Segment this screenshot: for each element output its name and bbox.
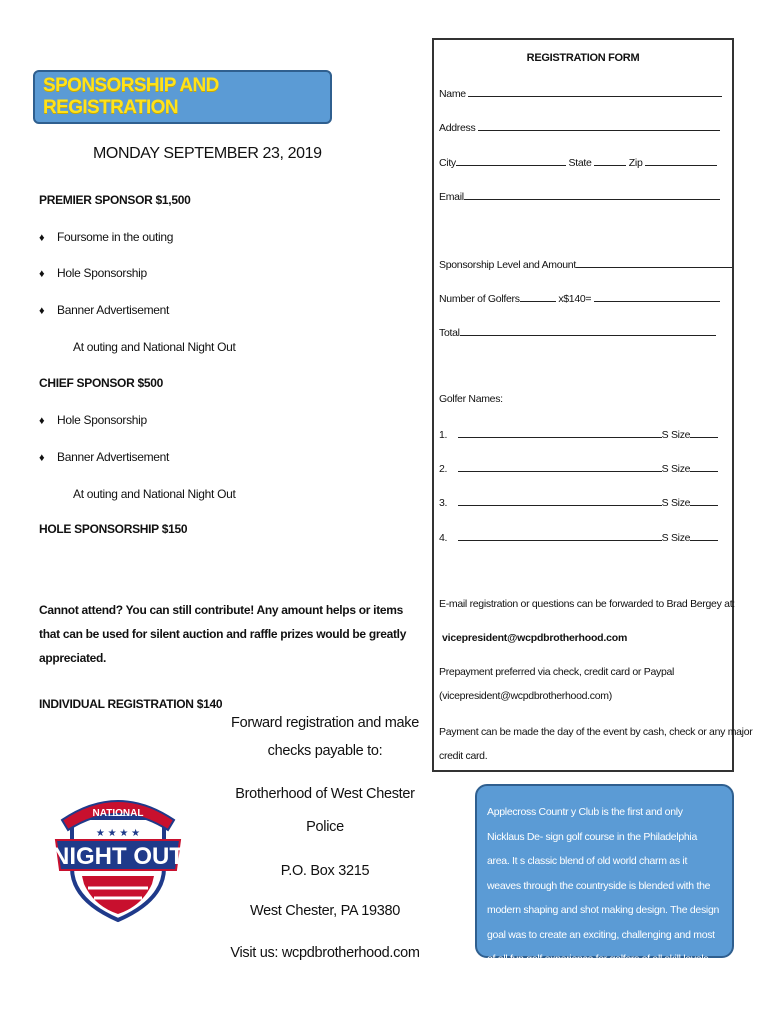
event-date: MONDAY SEPTEMBER 23, 2019 — [93, 145, 322, 162]
list-item: ♦ Hole Sponsorship — [39, 413, 147, 427]
individual-registration: INDIVIDUAL REGISTRATION $140 — [39, 697, 223, 711]
list-item: ♦ Hole Sponsorship — [39, 266, 147, 280]
visit-website: Visit us: wcpdbrotherhood.com — [230, 945, 420, 961]
golf-course-info-text: Applecross Countr y Club is the first and only Nicklaus De- sign golf course in the Philadelphia area. It s classic blend of old world charm as it weaves through the countryside is blended with the modern shaping and shot making design. The design goal was to create an exciting, challenging and most of all fun golf experience for golfers of all skill levels. — [487, 806, 720, 965]
city-state-zip-field[interactable]: City State Zip — [439, 155, 717, 169]
address-field[interactable]: Address — [439, 120, 720, 134]
hole-sponsorship-heading: HOLE SPONSORSHIP $150 — [39, 522, 188, 536]
title-banner — [33, 70, 332, 124]
chief-sponsor-heading: CHIEF SPONSOR $500 — [39, 376, 163, 390]
diamond-bullet-icon: ♦ — [39, 305, 45, 317]
forward-text: Forward registration and make checks payable to: — [231, 715, 419, 759]
page-title: SPONSORSHIP AND REGISTRATION — [43, 75, 219, 118]
diamond-bullet-icon: ♦ — [39, 452, 45, 464]
contribute-text: Cannot attend? You can still contribute! Any amount helps or items that can be used for silent auction and raffle prizes would be greatly appreciated. — [39, 603, 407, 665]
payee-line-2: Police — [306, 819, 344, 835]
golfer-row[interactable]: 2. S Size — [439, 461, 718, 475]
prepay-note: Prepayment preferred via check, credit card or Paypal — [439, 666, 675, 678]
list-item: ♦ Banner Advertisement — [39, 450, 170, 464]
contact-email[interactable]: vicepresident@wcpdbrotherhood.com — [442, 632, 628, 644]
golfer-row[interactable]: 1. S Size — [439, 427, 718, 441]
national-night-out-logo — [52, 788, 184, 923]
diamond-bullet-icon: ♦ — [39, 415, 45, 427]
payee-line-1: Brotherhood of West Chester — [235, 786, 415, 802]
po-box: P.O. Box 3215 — [280, 863, 370, 879]
number-of-golfers-field[interactable]: Number of Golfers x$140= — [439, 291, 720, 305]
email-field[interactable]: Email — [439, 189, 720, 203]
registration-form — [432, 38, 753, 772]
form-title: REGISTRATION FORM — [526, 52, 640, 64]
name-field[interactable]: Name — [439, 86, 722, 100]
chief-note: At outing and National Night Out — [73, 487, 236, 501]
email-note: E-mail registration or questions can be forwarded to Brad Bergey at: — [439, 598, 735, 610]
premier-sponsor-heading: PREMIER SPONSOR $1,500 — [39, 193, 191, 207]
list-item: ♦ Banner Advertisement — [39, 303, 170, 317]
logo-top-text: NATIONAL — [92, 808, 144, 819]
golfer-row[interactable]: 3. S Size — [439, 495, 718, 509]
premier-note: At outing and National Night Out — [73, 340, 236, 354]
golf-course-info-box — [475, 784, 734, 965]
total-field[interactable]: Total — [439, 325, 716, 339]
list-item: ♦ Foursome in the outing — [39, 230, 174, 244]
svg-text:★ ★ ★ ★: ★ ★ ★ ★ — [95, 828, 141, 839]
city-state-zip: West Chester, PA 19380 — [249, 903, 401, 919]
logo-main-text: NIGHT OUT — [52, 843, 184, 870]
diamond-bullet-icon: ♦ — [39, 232, 45, 244]
payment-note-2: credit card. — [439, 750, 488, 762]
sponsorship-level-field[interactable]: Sponsorship Level and Amount — [439, 257, 732, 271]
payment-note-1: Payment can be made the day of the event by cash, check or any major — [439, 726, 753, 738]
prepay-email: (vicepresident@wcpdbrotherhood.com) — [439, 690, 612, 702]
golfer-row[interactable]: 4. S Size — [439, 530, 718, 544]
diamond-bullet-icon: ♦ — [39, 268, 45, 280]
golfer-names-label: Golfer Names: — [439, 393, 503, 405]
